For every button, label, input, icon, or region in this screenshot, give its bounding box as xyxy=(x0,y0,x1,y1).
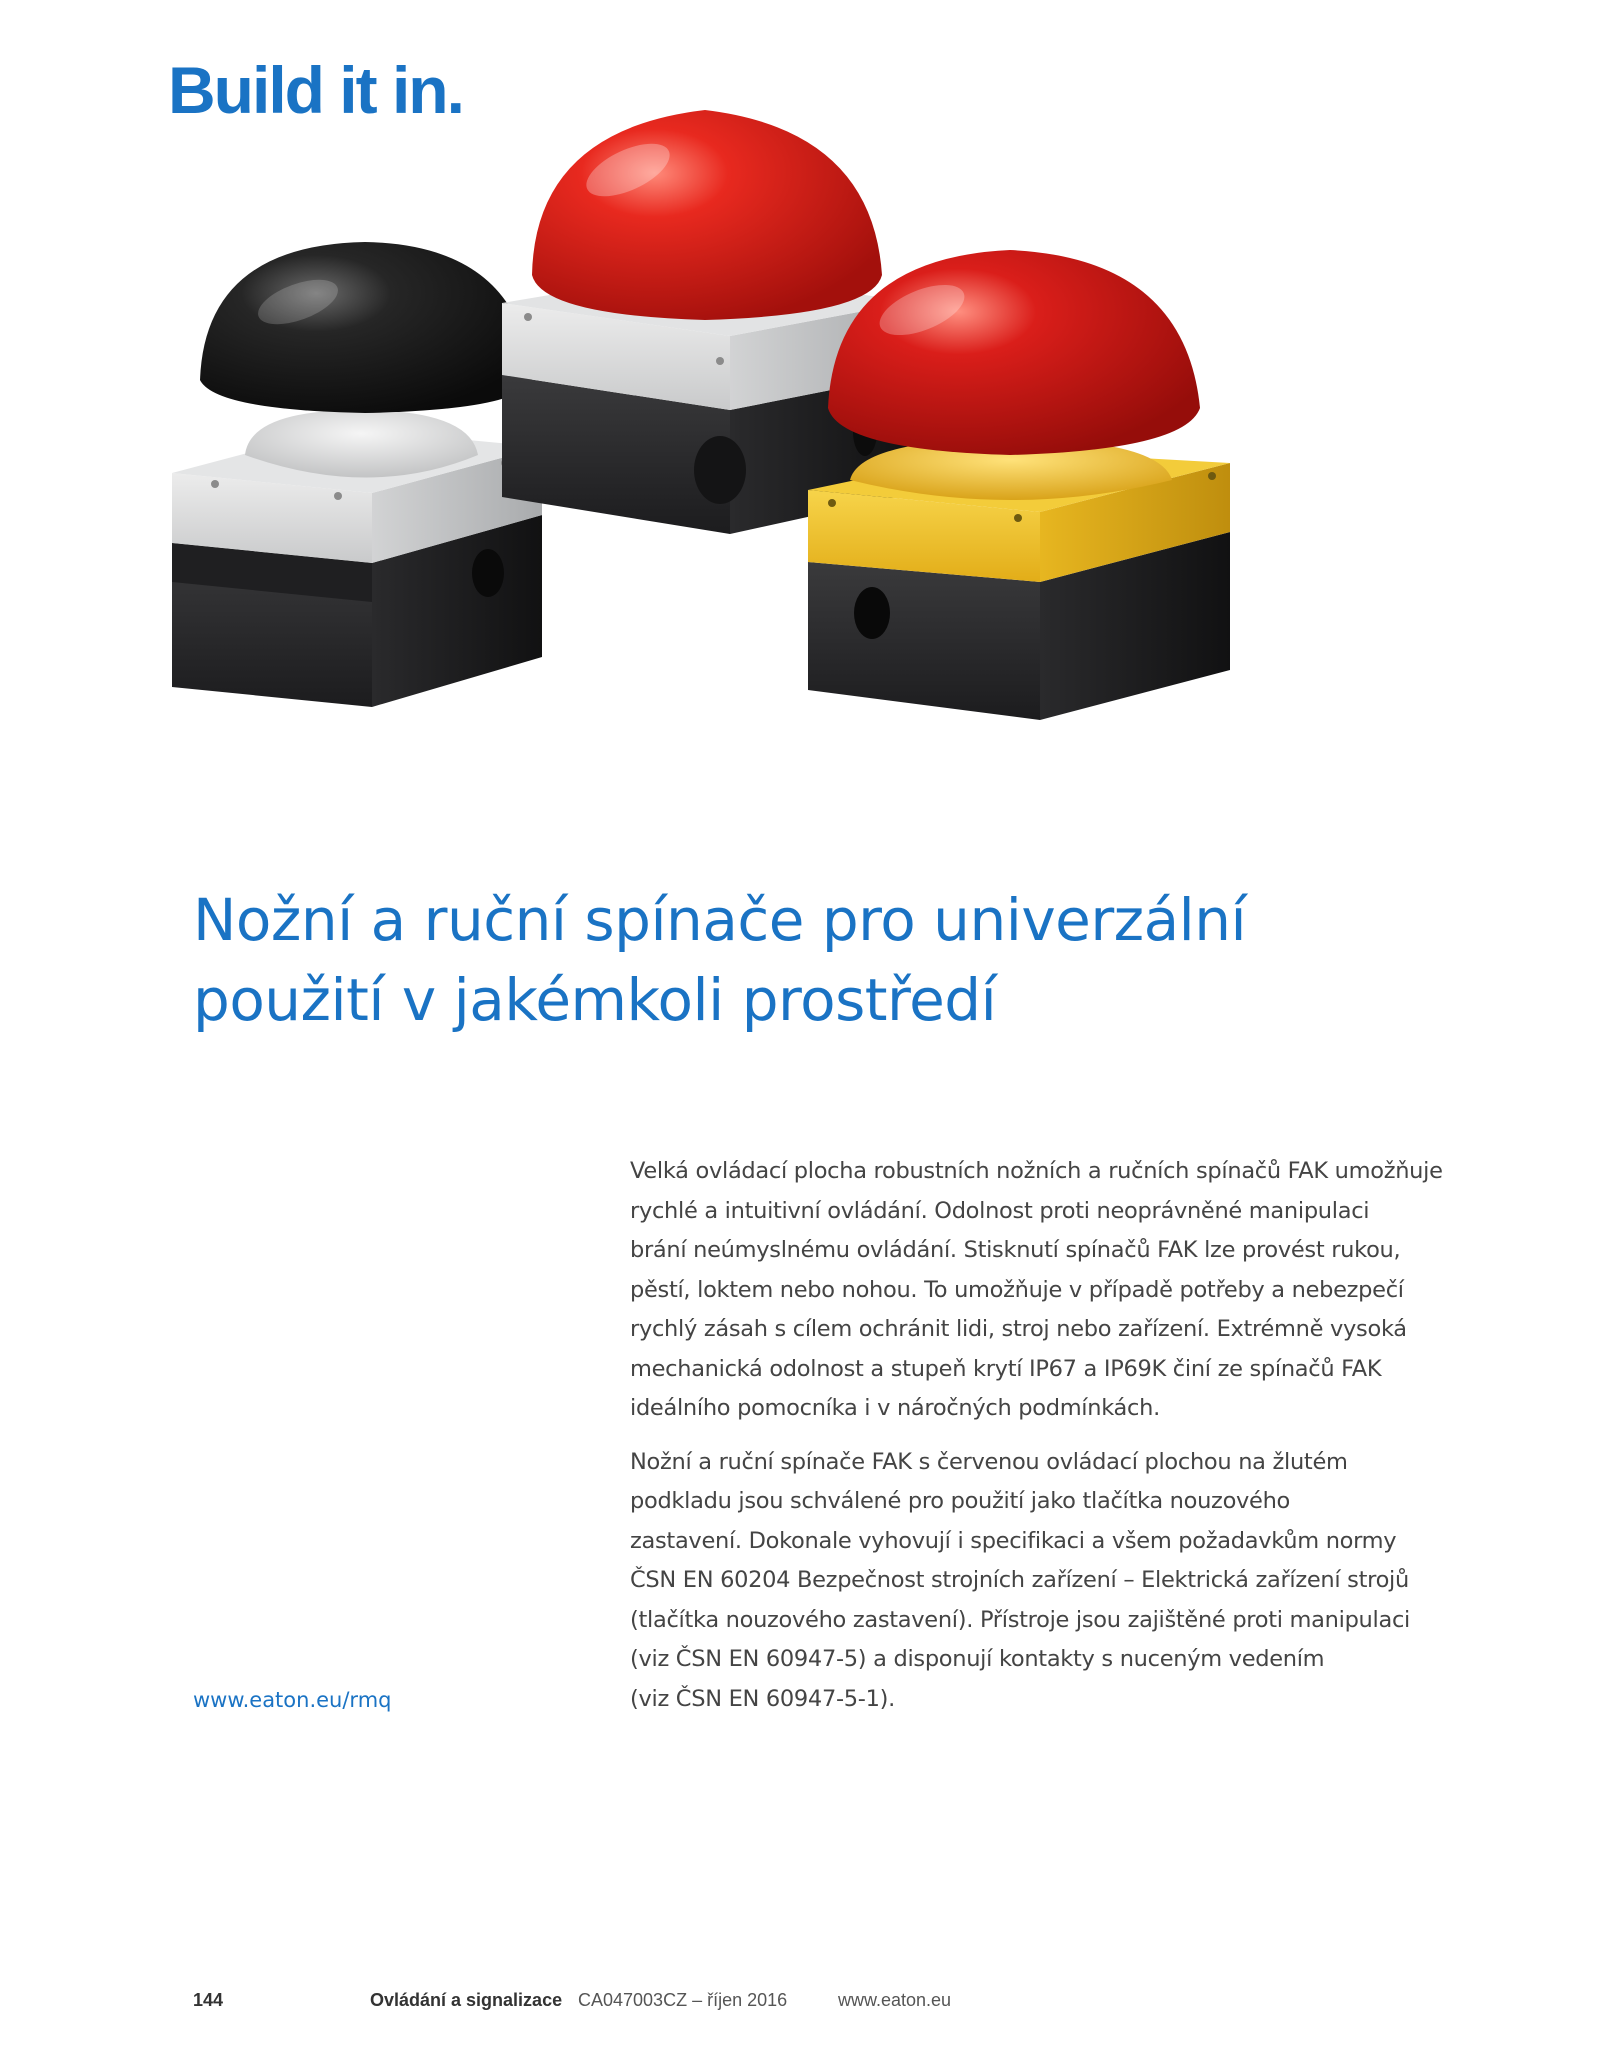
text-line: (viz ČSN EN 60947-5-1). xyxy=(630,1685,895,1712)
text-line: rychlý zásah s cílem ochránit lidi, stroj nebo zařízení. Extrémně vysoká xyxy=(630,1316,1407,1342)
body-text xyxy=(630,1152,1443,1733)
page-headline xyxy=(193,880,1393,1040)
text-line: ideálního pomocníka i v náročných podmínkách. xyxy=(630,1395,1160,1421)
text-line: rychlé a intuitivní ovládání. Odolnost proti neoprávněné manipulaci xyxy=(630,1197,1370,1224)
section-title: Ovládání a signalizace xyxy=(370,1990,563,2010)
headline-line-2: použití v jakémkoli prostředí xyxy=(193,966,997,1034)
text-line: zastavení. Dokonale vyhovují i specifikaci a všem požadavkům normy xyxy=(630,1527,1397,1554)
text-line: (tlačítka nouzového zastavení). Přístroje jsou zajištěné proti manipulaci xyxy=(630,1606,1410,1633)
text-line: mechanická odolnost a stupeň krytí IP67 a IP69K činí ze spínačů FAK xyxy=(630,1355,1382,1382)
text-line: podkladu jsou schválené pro použití jako tlačítka nouzového xyxy=(630,1488,1291,1514)
text-line: ČSN EN 60204 Bezpečnost strojních zařízení – Elektrická zařízení strojů xyxy=(630,1567,1409,1593)
footer-website-link[interactable]: www.eaton.eu xyxy=(838,1990,952,2010)
headline-line-1: Nožní a ruční spínače pro univerzální xyxy=(193,886,1247,954)
text-line: (viz ČSN EN 60947-5) a disponují kontakty s nuceným vedením xyxy=(630,1646,1325,1672)
product-photo xyxy=(160,110,1440,770)
paragraph-2 xyxy=(630,1443,1420,1720)
page-number: 144 xyxy=(193,1990,224,2010)
page-footer xyxy=(0,1990,1600,2020)
text-line: Nožní a ruční spínače FAK s červenou ovládací plochou na žlutém xyxy=(630,1448,1348,1475)
text-line: brání neúmyslnému ovládání. Stisknutí spínačů FAK lze provést rukou, xyxy=(630,1237,1401,1263)
black-foot-switch xyxy=(172,242,542,707)
brand-tagline: Build it in. xyxy=(168,53,463,127)
rmq-link[interactable]: www.eaton.eu/rmq xyxy=(193,1688,392,1712)
document-code: CA047003CZ – říjen 2016 xyxy=(578,1990,788,2010)
emergency-foot-switch xyxy=(808,250,1230,720)
text-line: pěstí, loktem nebo nohou. To umožňuje v případě potřeby a nebezpečí xyxy=(630,1276,1404,1303)
paragraph-1 xyxy=(630,1152,1443,1429)
red-foot-switch xyxy=(502,110,912,534)
text-line: Velká ovládací plocha robustních nožních a ručních spínačů FAK umožňuje xyxy=(630,1158,1443,1184)
